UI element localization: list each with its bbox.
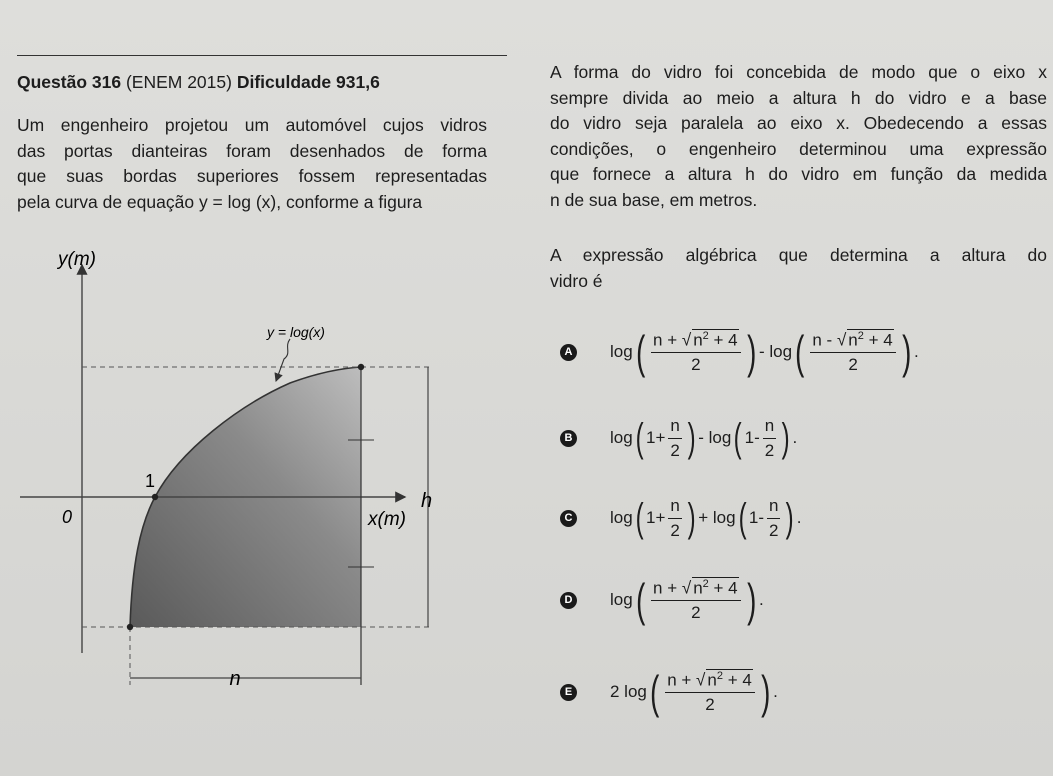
conditions-paragraph [550,60,1047,213]
prompt-line: vidro é [550,270,603,291]
option-e-expression: 2 log ( $\frac{n + √ n^2 + 4}{2}$ ) . [610,666,778,718]
prompt-paragraph [550,243,1047,294]
option-b-letter: B [560,430,577,447]
denominator: 2 [705,695,715,715]
top-rule [17,55,507,56]
log-text: log [610,590,633,609]
conditions-line: n de sua base, em metros. [550,189,758,210]
exponent: 2 [702,329,709,342]
point-a-bottom [127,624,133,630]
tick-label-one: 1 [145,471,156,491]
option-c-expression: log ( 1+ $\frac{n}{2}$ ) + log ( 1- $\frac{n}{2}$ ) . [610,495,802,540]
curve-label-arrow [276,339,290,381]
term: 1- [744,428,760,447]
log-text: 2 log [610,682,647,701]
question-source: (ENEM 2015) [125,72,232,92]
denominator: 2 [848,355,858,375]
option-a-expression: log ( $\frac{n + √ n^2 + 4}{2}$ ) - log ( $\frac{n - √ n^2 + 4}{2}$ ) . [610,326,919,378]
log-text: log [610,428,633,447]
x-axis-label: x(m) [368,509,406,530]
radicand: n [693,578,703,598]
term: 1+ [646,508,666,527]
conditions-line: sempre divida ao meio a altura h do vidro e a base [550,87,1047,108]
operator-log-text: - log [698,428,732,447]
minus-log-text: - log [758,342,793,361]
conditions-line: A forma do vidro foi concebida de modo que o eixo x [550,62,1047,82]
numerator: n [767,496,780,519]
origin-label: 0 [62,507,73,527]
exponent: 2 [857,329,864,342]
numerator: n [763,416,776,439]
denominator: 2 [691,603,701,623]
numerator: n [668,496,681,519]
conditions-line: condições, o engenheiro determinou uma expressão [550,138,1047,159]
statement-paragraph [17,113,487,215]
option-b-expression: log ( 1+ $\frac{n}{2}$ ) - log ( 1- $\frac{n}{2}$ ) . [610,415,798,460]
denominator: 2 [769,520,779,540]
numerator-start: n + [667,670,697,690]
denominator: 2 [670,520,680,540]
height-label: h [421,490,433,512]
fraction: $\frac{n + √ n^2 + 4}{2}$ [665,669,755,716]
radicand-tail: + 4 [722,670,752,690]
radicand: n [848,330,858,350]
fraction: $\frac{n - √ n^2 + 4}{2}$ [810,329,895,376]
option-d-letter: D [560,592,577,609]
radicand: n [707,670,717,690]
denominator: 2 [670,440,680,460]
conditions-line: do vidro seja paralela ao eixo x. Obedecendo a essas [550,113,1047,133]
figure-graph [0,235,470,695]
option-a[interactable] [560,322,919,382]
option-e-letter: E [560,684,577,701]
log-text: log [610,342,633,361]
statement-line: que suas bordas superiores fossem representadas [17,166,487,186]
question-difficulty: Dificuldade 931,6 [236,72,380,92]
radicand-tail: + 4 [708,330,738,350]
fraction [668,416,681,461]
radicand-tail: + 4 [863,330,893,350]
statement-line: das portas dianteiras foram desenhados de forma [17,140,487,161]
option-e[interactable] [560,662,778,722]
exponent: 2 [716,669,723,682]
term: 1+ [646,428,666,447]
prompt-line: A expressão algébrica que determina a altura do [550,245,1047,265]
radicand: n [693,330,703,350]
term: 1- [748,508,764,527]
option-c-letter: C [560,510,577,527]
denominator: 2 [764,440,775,460]
base-label: n [229,668,241,690]
fraction [767,496,780,541]
statement-line: pela curva de equação y = log (x), conforme a figura [17,191,423,212]
numerator-start: n + [653,578,682,598]
option-c[interactable] [560,488,802,548]
conditions-line: que fornece a altura h do vidro em função da medida [550,164,1047,184]
point-one [152,494,158,500]
question-header [17,72,380,93]
numerator: n [668,416,681,439]
option-b[interactable] [560,408,797,468]
point-b-top [358,364,364,370]
numerator-start: n + [653,330,682,350]
numerator-start: n - [812,330,837,350]
denominator: 2 [691,355,701,375]
exponent: 2 [702,577,709,590]
fraction [668,496,681,541]
statement-line: Um engenheiro projetou um automóvel cujos vidros [17,115,487,135]
radicand-tail: + 4 [708,578,738,598]
question-number: Questão 316 [17,72,122,92]
curve-label: y = log(x) [267,324,325,340]
option-d[interactable] [560,570,764,630]
operator-log-text: + log [698,508,736,527]
option-a-letter: A [560,344,577,361]
y-axis-label: y(m) [58,249,96,270]
option-d-expression: log ( $\frac{n + √ n^2 + 4}{2}$ ) . [610,574,764,626]
fraction: $\frac{n + √ n^2 + 4}{2}$ [651,577,741,624]
fraction [763,416,776,461]
fraction: $\frac{n + √ n^2 + 4}{2}$ [651,329,741,376]
log-text: log [610,508,633,527]
